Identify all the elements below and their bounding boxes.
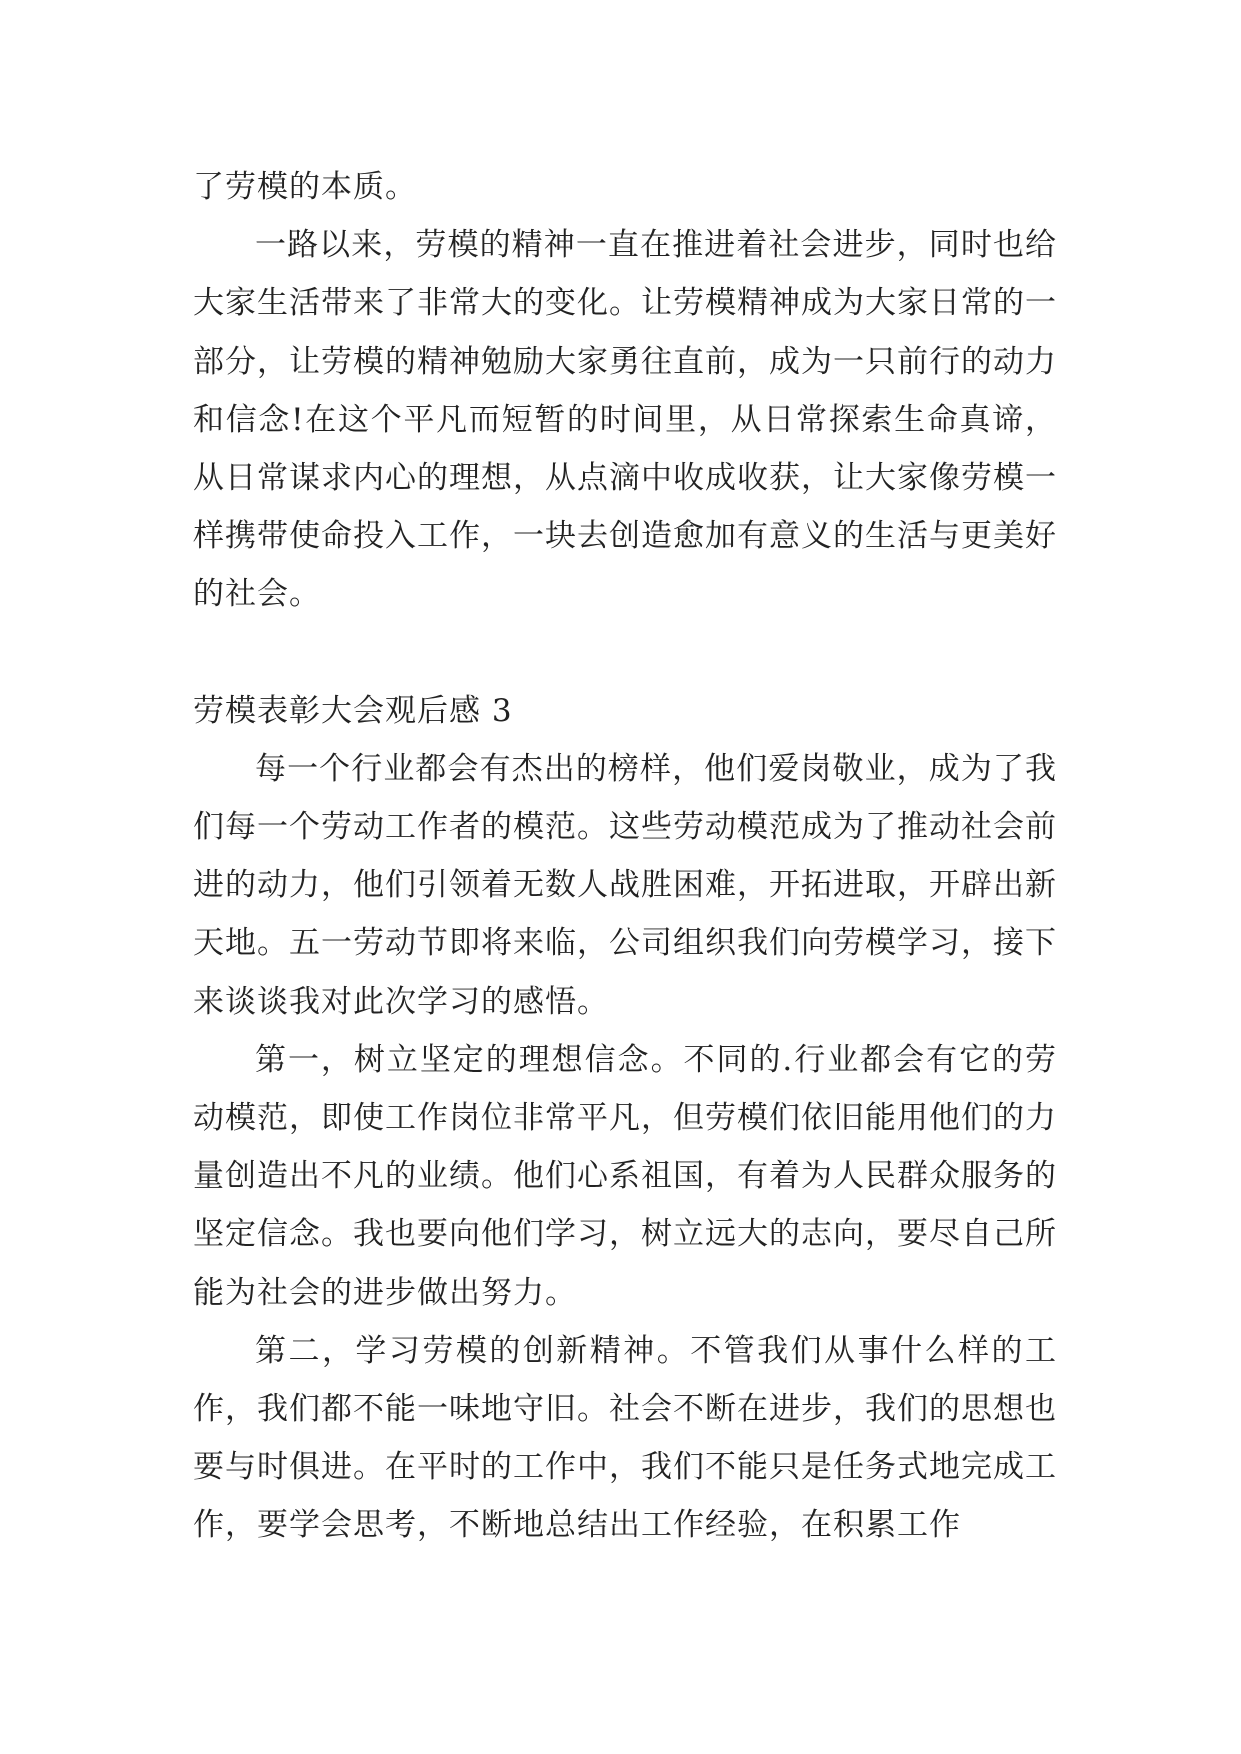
section-spacer	[193, 624, 1057, 682]
paragraph-continued: 了劳模的本质。	[193, 169, 417, 205]
paragraph-first-point: 第一，树立坚定的理想信念。不同的.行业都会有它的劳动模范，即使工作岗位非常平凡，但劳模们依旧能用他们的力量创造出不凡的业绩。他们心系祖国，有着为人民群众服务的坚定信念。我也要向他们学习，树立远大的志向，要尽自己所能为社会的进步做出努力。	[193, 1041, 1057, 1311]
paragraph-essay2-conclusion: 一路以来，劳模的精神一直在推进着社会进步，同时也给大家生活带来了非常大的变化。让劳模精神成为大家日常的一部分，让劳模的精神勉励大家勇往直前，成为一只前行的动力和信念!在这个平凡而短暂的时间里，从日常探索生命真谛，从日常谋求内心的理想，从点滴中收成收获，让大家像劳模一样携带使命投入工作，一块去创造愈加有意义的生活与更美好的社会。	[193, 227, 1057, 613]
paragraph-second-point: 第二，学习劳模的创新精神。不管我们从事什么样的工作，我们都不能一味地守旧。社会不断在进步，我们的思想也要与时俱进。在平时的工作中，我们不能只是任务式地完成工作，要学会思考，不断地总结出工作经验，在积累工作	[193, 1332, 1057, 1544]
document-body	[193, 158, 1057, 1555]
paragraph-intro: 每一个行业都会有杰出的榜样，他们爱岗敬业，成为了我们每一个劳动工作者的模范。这些劳动模范成为了推动社会前进的动力，他们引领着无数人战胜困难，开拓进取，开辟出新天地。五一劳动节即将来临，公司组织我们向劳模学习，接下来谈谈我对此次学习的感悟。	[193, 750, 1057, 1020]
section-title: 劳模表彰大会观后感 3	[193, 692, 513, 729]
